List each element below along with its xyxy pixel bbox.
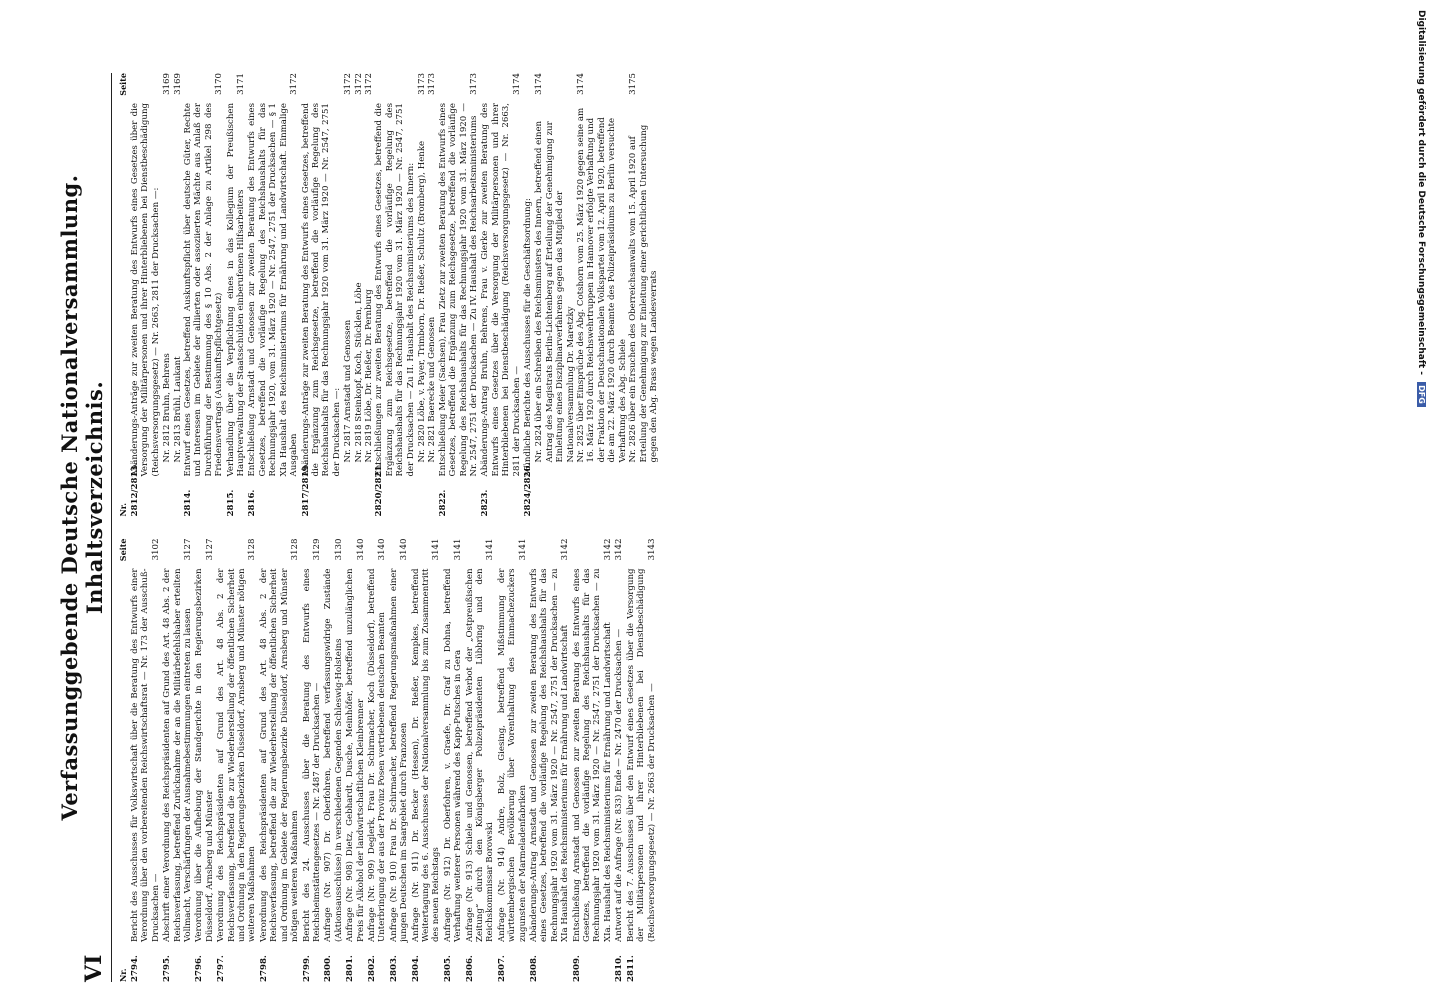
subentry-page: 3173 xyxy=(427,73,438,95)
index-entry xyxy=(345,539,366,983)
index-subentry xyxy=(354,73,364,517)
entry-page: 3172 xyxy=(289,73,300,95)
entry-page: 3142 xyxy=(560,538,571,561)
entry-text: Entschließungen zur zweiten Beratung des Entwurfs eines Gesetzes, betreffend die Ergänzung zum Reichsgesetze, betreffend die vorläufige Regelung des Reichshaushalts für das Rechnungsjahr 1920 vom 31. März 1920 — Nr. 2547, 2751 der Drucksachen — Zu II. Haushalt des Reichsministeriums des Innern: xyxy=(374,103,416,477)
subentry-text: Nr. 2825 über Einsprüche des Abg. Cotshorn vom 25. März 1920 gegen seine am 16. März 1920 durch Reichswehrtruppen in Hannover erfolgte Verhaftung und der Fraktion der Deutschnationalen Volkspartei vom 12. April 1920, betreffend die am 22. März 1920 durch Beamte des Polizeipräsidiums zu Berlin versuchte Verhaftung des Abg. Schiele xyxy=(576,107,628,463)
entry-page: 3173 xyxy=(469,73,479,95)
entry-page: 3141 xyxy=(517,538,528,561)
entry-number: 2799. xyxy=(301,955,312,982)
subentry-page: 3173 xyxy=(416,73,427,95)
digitization-credit xyxy=(1406,10,1430,990)
index-entry xyxy=(480,73,522,517)
page-roman-number: VI xyxy=(81,954,107,982)
entry-text: Anfrage (Nr. 912) Dr. Oberfohren, v. Graefe, Dr. Graf zu Dohna, betreffend Verhaftung weiterer Personen während des Kapp-Putsches in Gera xyxy=(442,568,464,942)
credit-text: Digitalisierung gefördert durch die Deutsche Forschungsgemeinschaft - xyxy=(1416,10,1426,375)
subentry-text: Nr. 2812 Bruhn, Behrens xyxy=(162,353,173,463)
index-entry xyxy=(389,539,410,983)
entry-text: Anfrage (Nr. 908) Dietz, Gebhardt, Dusche, Meinhöfer, betreffend unzulänglichen Preis für Alkohol der landwirtschaftlichen Kleinbrenner xyxy=(345,568,366,942)
seite-label: Seite xyxy=(118,538,128,562)
entry-text: Bericht des Ausschusses für Volkswirtschaft über die Beratung des Entwurfs einer Verordnung über den vorbereitenden Reichswirtschaftsrat — Nr. 173 der Ausschuß-Drucksachen — xyxy=(130,568,161,942)
right-column xyxy=(116,73,659,517)
entry-number: 2807. xyxy=(496,955,507,982)
subentry-page: 3169 xyxy=(162,73,173,95)
entry-text: Bericht des 24. Ausschusses über die Beratung des Entwurfs eines Reichsheimstättengesetzes — Nr. 2487 der Drucksachen — xyxy=(301,568,322,942)
entry-text: Abänderungs-Anträge zur zweiten Beratung des Entwurfs eines Gesetzes über die Versorgung der Militärpersonen und ihrer Hinterbliebenen bei Dienstbeschädigung (Reichsversorgungsgesetz) — Nr. 2663, 2811 der Drucksachen —: xyxy=(130,103,161,477)
entry-text: Abänderungs-Antrag Bruhn, Behrens, Frau v. Gierke zur zweiten Beratung des Entwurfs eines Gesetzes über die Versorgung der Militärpersonen und ihrer Hinterbliebenen bei Dienstbeschädigung (Reichsversorgungsgesetz) — Nr. 2663, 2811 der Drucksachen — xyxy=(480,103,522,477)
index-entry xyxy=(194,539,215,983)
subentry-text: Nr. 2820 Löbe, v. Payer, Trimborn, Dr. Rießer, Schultz (Bromberg), Henke xyxy=(416,140,427,463)
subentry-text: Nr. 2813 Brühl, Laukant xyxy=(172,356,183,463)
left-column-header xyxy=(118,539,128,983)
page-title: Verfassunggebende Deutsche Nationalversammlung. Inhaltsverzeichnis. xyxy=(57,174,107,821)
index-entry xyxy=(465,539,496,983)
entry-page: 3141 xyxy=(453,538,464,561)
nr-label: Nr. xyxy=(118,502,128,517)
index-entry xyxy=(443,539,464,983)
entry-page: 3141 xyxy=(485,538,496,561)
entry-number: 2804. xyxy=(410,955,421,982)
index-entry xyxy=(438,73,480,517)
entry-page: 3141 xyxy=(431,538,442,561)
entry-number: 2797. xyxy=(216,955,227,982)
right-entry-list xyxy=(130,73,659,517)
subentry-page: 3175 xyxy=(628,73,639,95)
index-entry xyxy=(183,73,225,517)
entry-text: Verordnung des Reichspräsidenten auf Grund des Art. 48 Abs. 2 der Reichsverfassung, betreffend die zur Wiederherstellung der öffentlichen Sicherheit und Ordnung im Gebiete der Regierungsbezirke Düsseldorf, Arnsberg und Münster nötigen weiteren Maßnahmen xyxy=(258,568,301,942)
index-entry xyxy=(529,539,571,983)
entry-text: Entwurf eines Gesetzes, betreffend Auskunftspflicht über deutsche Güter, Rechte und Interessen im Gebiete der alliierten oder assoziierten Mächte aus Anlaß der Durchführung der Bestimmung des § 10 Abs. 2 der Anlage zu Artikel 298 des Friedensvertrags (Auskunftspflichtgesetz) xyxy=(183,103,225,477)
entry-number: 2801. xyxy=(345,955,356,982)
index-entry xyxy=(497,539,528,983)
index-subentry xyxy=(417,73,427,517)
entry-page: 3140 xyxy=(399,538,410,561)
entry-page: 3143 xyxy=(646,538,657,561)
entry-text: Anfrage (Nr. 911) Dr. Becker (Hessen), Dr. Rießer, Kempkes, betreffend Weitertagung des 6. Ausschusses der Nationalversammlung bis zum Zusammentritt des neuen Reichstags xyxy=(410,568,442,942)
entry-page: 3102 xyxy=(150,538,161,561)
entry-text: Anfrage (Nr. 909) Deglerk, Frau Dr. Schirmacher, Koch (Düsseldorf), betreffend Unterbringung der aus der Provinz Posen vertriebenen deutschen Beamten xyxy=(366,568,388,942)
index-entry xyxy=(614,539,624,983)
entry-number: 2800. xyxy=(323,955,334,982)
entry-number: 2805. xyxy=(442,955,453,982)
index-entry xyxy=(411,539,442,983)
subentry-page: 3172 xyxy=(363,73,374,95)
index-entry xyxy=(130,539,161,983)
index-subentry xyxy=(173,73,183,517)
entry-page: 3128 xyxy=(247,538,258,561)
subentry-text: Nr. 2821 Baerecke und Genossen xyxy=(427,316,438,463)
index-entry xyxy=(226,73,247,517)
left-column xyxy=(116,539,659,983)
entry-number: 2810. xyxy=(614,955,625,982)
right-column-header xyxy=(118,73,128,517)
entry-page: 3140 xyxy=(355,538,366,561)
entry-text: Entschließung Arnstadt und Genossen zur zweiten Beratung des Entwurfs eines Gesetzes, betreffend die vorläufige Regelung des Reichshaushalts für das Rechnungsjahr 1920, vom 31. März 1920 — Nr. 2547, 2751 der Drucksachen — § 1 XIa Haushalt des Reichsministeriums für Ernährung und Landwirtschaft. Einmalige Ausgaben xyxy=(247,103,300,477)
subentry-page: 3174 xyxy=(576,73,587,95)
entry-number: 2806. xyxy=(464,955,475,982)
entry-text: Abschrift einer Verordnung des Reichspräsidenten auf Grund des Art. 48 Abs. 2 der Reichsverfassung, betreffend Zurücknahme der an die Militärbefehlshaber erteilten Vollmacht, Verschärfungen der Ausnahmebestimmungen eintreten zu lassen xyxy=(162,568,194,942)
entry-page: 3127 xyxy=(204,538,215,561)
entry-page: 3142 xyxy=(602,538,613,561)
index-subentry xyxy=(427,73,437,517)
subentry-text: Nr. 2819 Löbe, Dr. Rießer, Dr. Pernburg xyxy=(363,289,374,463)
index-entry xyxy=(523,73,533,517)
entry-text: Antwort auf die Anfrage (Nr. 833) Ende — Nr. 2470 der Drucksachen — xyxy=(614,628,625,942)
entry-page: 3128 xyxy=(290,538,301,561)
nr-label: Nr. xyxy=(118,968,128,982)
subentry-text: Nr. 2818 Steinkopf, Koch, Stücklen, Löbe xyxy=(353,282,364,463)
entry-number: 2796. xyxy=(194,955,205,982)
entry-text: Entschließung Arnstadt und Genossen zur zweiten Beratung des Entwurfs eines Gesetzes, betreffend die vorläufige Regelung des Reichshaushalts für das Rechnungsjahr 1920 vom 31. März 1920 — Nr. 2547, 2751 der Drucksachen — zu XIa. Haushalt des Reichsministeriums für Ernährung und Landwirtschaft xyxy=(571,568,613,942)
index-subentry xyxy=(364,73,374,517)
entry-page: 3174 xyxy=(511,73,522,95)
subentry-page: 3172 xyxy=(353,73,364,95)
index-subentry xyxy=(343,73,353,517)
entry-number: 2808. xyxy=(529,955,540,982)
entry-number: 2820/2821. xyxy=(374,462,385,517)
entry-number: 2824/2826. xyxy=(523,462,534,517)
entry-number: 2802. xyxy=(366,955,377,982)
entry-text: Anfrage (Nr. 907) Dr. Oberfohren, betreffend verfassungswidrige Zustände (Aktionsausschüsse) in verschiedenen Gegenden Schleswig-Holsteins xyxy=(323,568,344,942)
entry-text: Abänderungs-Anträge zur zweiten Beratung des Entwurfs eines Gesetzes, betreffend die Ergänzung zum Reichsgesetze, betreffend die vorläufige Regelung des Reichshaushalts für das Rechnungsjahr 1920 vom 31. März 1920 — Nr. 2547, 2751 der Drucksachen —: xyxy=(300,103,342,477)
index-entry xyxy=(367,539,388,983)
seite-label: Seite xyxy=(118,73,128,96)
index-entry xyxy=(301,73,343,517)
index-entry xyxy=(162,539,193,983)
subentry-page: 3174 xyxy=(534,73,545,95)
index-entry xyxy=(374,73,416,517)
entry-text: Anfrage (Nr. 913) Schiele und Genossen, betreffend Verbot der „Ostpreußischen Zeitung“ durch den Königsberger Polizeipräsidenten Lübbring und den Reichskommissar Borowski xyxy=(464,568,496,942)
entry-text: Anfrage (Nr. 910) Frau Dr. Schirmacher, betreffend Regierungsmaßnahmen einer jungen Deutschen im Saargebiet durch Franzosen xyxy=(388,568,410,942)
index-entry xyxy=(572,539,614,983)
subentry-page: 3172 xyxy=(343,73,354,95)
entry-number: 2823. xyxy=(480,489,491,517)
entry-number: 2811. xyxy=(625,955,636,982)
entry-text: Verordnung über die Aufhebung der Standgerichte in den Regierungsbezirken Düsseldorf, Arnsberg und Münster xyxy=(194,568,215,942)
entry-number: 2822. xyxy=(437,489,448,517)
subentry-page: 3169 xyxy=(172,73,183,95)
subentry-text: Nr. 2826 über ein Ersuchen des Oberreichsanwalts vom 15. April 1920 auf Erteilung der Genehmigung zur Einleitung einer gerichtlichen Untersuchung gegen den Abg. Brass wegen Landesverrats xyxy=(628,124,659,463)
index-subentry xyxy=(162,73,172,517)
index-subentry xyxy=(534,73,576,517)
entry-page: 3171 xyxy=(236,73,247,95)
entry-number: 2817/2819. xyxy=(300,462,311,517)
rotated-page xyxy=(55,55,1290,1000)
index-entry xyxy=(302,539,323,983)
index-entry xyxy=(626,539,657,983)
entry-number: 2798. xyxy=(258,955,269,982)
entry-number: 2816. xyxy=(247,489,258,517)
entry-number: 2814. xyxy=(183,489,194,517)
left-entry-list xyxy=(130,539,657,983)
index-subentry xyxy=(628,73,659,517)
entry-number: 2815. xyxy=(225,489,236,517)
entry-number: 2803. xyxy=(388,955,399,982)
entry-text: Entschließung Meier (Sachsen), Frau Zietz zur zweiten Beratung des Entwurfs eines Gesetzes, betreffend die Ergänzung zum Reichsgesetze, betreffend die vorläufige Regelung des Reichshaushalts für das Rechnungsjahr 1920 vom 31. März 1920 — Nr. 2547, 2751 der Drucksachen — Zu IV. Haushalt des Reichsarbeitsministeriums xyxy=(437,103,479,477)
entry-text: Anfrage (Nr. 914) Andre, Bolz, Giesing, betreffend Mißstimmung der württembergischen Bevölkerung über Vorenthaltung des Einmachezuckers zugunsten der Marmeladenfabriken xyxy=(496,568,528,942)
entry-text: Verhandlung über die Verpflichtung eines in das Kollegium der Preußischen Hauptverwaltung der Staatsschulden einberufenen Hilfsarbeiters xyxy=(225,103,247,477)
subentry-text: Nr. 2817 Arnstadt und Genossen xyxy=(343,319,354,463)
entry-text: Abänderungs-Antrag Arnstadt und Genossen zur zweiten Beratung des Entwurfs eines Gesetzes, betreffend die vorläufige Regelung des Reichshaushalts für das Rechnungsjahr 1920 vom 31. März 1920 — Nr. 2547, 2751 der Drucksachen — zu XIa Haushalt des Reichsministeriums für Ernährung und Landwirtschaft xyxy=(529,568,571,942)
index-entry xyxy=(247,73,299,517)
entry-page: 3127 xyxy=(183,538,194,561)
subentry-text: Nr. 2824 über ein Schreiben des Reichsministers des Innern, betreffend einen Antrag des Magistrats Berlin-Lichtenberg auf Erteilung der Genehmigung zur Einleitung eines Disziplinarverfahrens gegen das Mitglied der Nationalversammlung Dr. Maretzky xyxy=(534,120,576,463)
entry-page: 3170 xyxy=(214,73,225,95)
entry-page: 3142 xyxy=(614,538,625,561)
index-entry xyxy=(259,539,301,983)
entry-number: 2809. xyxy=(571,955,582,982)
entry-number: 2795. xyxy=(162,955,173,982)
dfg-logo: DFG xyxy=(1417,382,1426,407)
entry-number: 2812/2813. xyxy=(130,462,140,517)
index-subentry xyxy=(576,73,628,517)
index-columns xyxy=(116,73,659,982)
page-header xyxy=(55,73,112,982)
entry-page: 3129 xyxy=(311,538,322,561)
index-entry xyxy=(323,539,344,983)
entry-page: 3140 xyxy=(377,538,388,561)
entry-page: 3130 xyxy=(333,538,344,561)
entry-text: Verordnung des Reichspräsidenten auf Grund des Art. 48 Abs. 2 der Reichsverfassung, betreffend die zur Wiederherstellung der öffentlichen Sicherheit und Ordnung in den Regierungsbezirken Düsseldorf, Arnsberg und Münster nötigen weiteren Maßnahmen xyxy=(216,568,258,942)
entry-text: Mündliche Berichte des Ausschusses für die Geschäftsordnung: xyxy=(523,198,534,477)
index-entry xyxy=(216,539,258,983)
entry-text: Bericht des 7. Ausschusses über den Entwurf eines Gesetzes über die Versorgung der Militärpersonen und ihrer Hinterbliebenen bei Dienstbeschädigung (Reichsversorgungsgesetz) — Nr. 2663 der Drucksachen — xyxy=(625,568,657,942)
index-entry xyxy=(130,73,161,517)
entry-number: 2794. xyxy=(130,955,140,982)
